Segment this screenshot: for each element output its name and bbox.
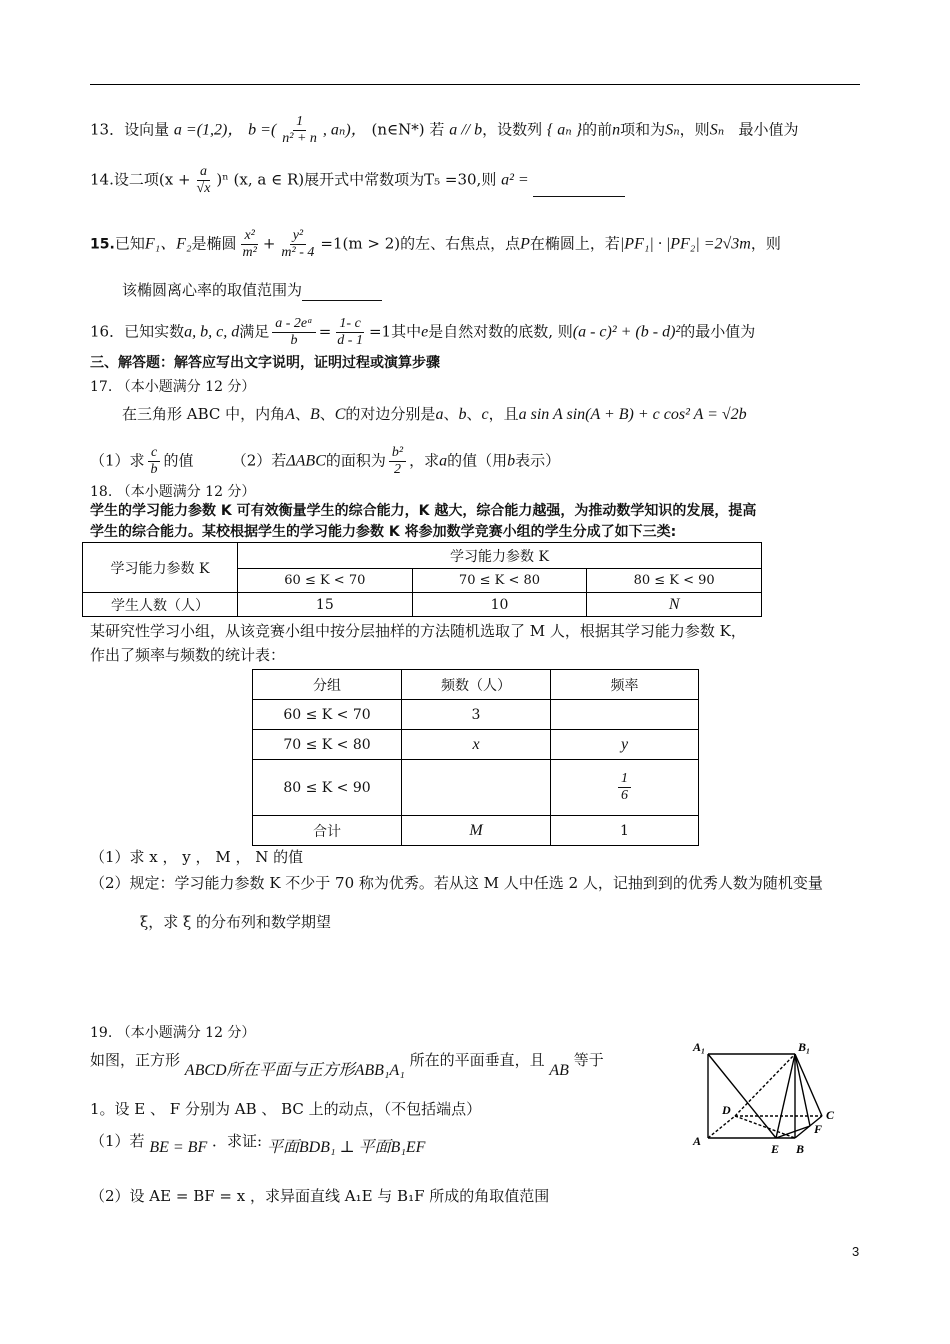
question-13: 13．设向量 a =(1,2)， b =( $\frac{1}{\text{n² + n}}$ , aₙ)， (n∈N*) 若 a // b，设数列 { aₙ }的前n项和为Sₙ，则Sₙ 最小值为 [90,114,799,146]
t1-count-3: N [587,593,762,617]
question-14: 14.设二项(x + $\frac{a}{√x}$ )ⁿ (x, a ∈ R)展开式中常数项为T₅ =30,则 a² = [90,164,625,197]
question-15: 15.已知F₁、F₂是椭圆 $\frac{\text{x²}}{\text{m²}}$ + $\frac{\text{y²}}{\text{m² - 4}}$ =1(m > 2)的左、右焦点，点P在椭圆上，若|PF₁| · |PF₂| =2√3m，则 [90,228,781,260]
header-rule [90,84,860,85]
q13-vector-a: a =(1,2)， [173,121,244,139]
label-E: E [771,1142,780,1156]
q18-mid-1: 某研究性学习小组，从该竞赛小组中按分层抽样的方法随机选取了 M 人，根据其学习能力参数 K， [90,622,746,640]
t1-col-head: 学习能力参数 K [238,543,762,569]
q13-condition: (n∈N*) 若 [371,120,445,139]
q18-part-2b: ξ，求 ξ 的分布列和数学期望 [140,913,332,931]
q18-intro-2: 学生的综合能力。某校根据学生的学习能力参数 K 将参加数学竞赛小组的学生分成了如下三类: [90,524,677,540]
q18-frequency-table [252,669,699,846]
label-A: A [693,1134,702,1148]
question-16: 16．已知实数a, b, c, d满足 $\frac{\text{a - 2eᵃ}}{b}$ = $\frac{1- c}{d - 1}$ =1其中e是自然对数的底数, 则(a - c)² + (b - d)²的最小值为 [90,316,756,348]
t2-total-freq: 1 [551,816,699,846]
q14-answer-blank[interactable] [533,182,625,197]
t2-r3-freq [551,760,699,816]
t2-total-label: 合计 [253,816,402,846]
q14-text: 设二项(x + [113,170,191,189]
question-15-line2: 该椭圆离心率的取值范围为 [122,279,382,301]
t1-row2-head: 学生人数（人） [83,593,238,617]
t1-range-1: 60 ≤ K < 70 [238,569,413,593]
q17-fraction-area: $\frac{\text{b²}}{2}$ [389,445,406,478]
q15-fraction-y: $\frac{\text{y²}}{\text{m² - 4}}$ [281,228,315,260]
q18-category-table [82,542,762,617]
t2-r2-freq: y [551,730,699,760]
t2-header-count: 频数（人） [402,670,551,700]
q17-fraction-cb: $\frac{c}{b}$ [148,445,161,478]
q18-intro-1: 学生的学习能力参数 K 可有效衡量学生的综合能力，K 越大，综合能力越强，为推动数学知识的发展，提高 [90,503,757,519]
q16-fraction-2: $\frac{1- c}{d - 1}$ [337,316,363,348]
q17-statement: 在三角形 ABC 中，内角A、B、C的对边分别是a、b、c，且a sin A sin(A + B) + c cos² A = √2b [122,405,747,423]
q13-sequence: { aₙ } [546,121,583,139]
edge-B1C [795,1054,822,1116]
q19-heading: 19. （本小题满分 12 分） [90,1025,256,1041]
t2-r3-group: 80 ≤ K < 90 [253,760,402,816]
q19-part-2: （2）设 AE = BF = x ，求异面直线 A₁E 与 B₁F 所成的角取值范围 [90,1187,550,1205]
t2-r2-group: 70 ≤ K < 80 [253,730,402,760]
edge-B1E [776,1054,795,1138]
label-A1: A₁ [693,1040,706,1054]
q13-vector-b: b =( [248,121,277,139]
t2-total-count: M [402,816,551,846]
q16-fraction-1: $\frac{\text{a - 2eᵃ}}{b}$ [272,316,315,349]
q18-heading: 18. （本小题满分 12 分） [90,484,256,500]
edge-AD [708,1116,735,1138]
t2-r1-freq [551,700,699,730]
edge-EF [776,1126,810,1138]
q13-fraction: $\frac{1}{\text{n² + n}}$ [282,114,317,146]
q17-heading: 17. （本小题满分 12 分） [90,379,256,395]
q14-fraction: $\frac{a}{√x}$ [196,164,211,196]
t1-row-head: 学习能力参数 K [83,543,238,593]
q19-line-1: 如图，正方形 ABCD所在平面与正方形ABB₁A₁ 所在的平面垂直，且 AB 等于 [90,1051,604,1079]
label-F: F [814,1122,823,1136]
q19-figure [690,1037,850,1157]
t1-range-3: 80 ≤ K < 90 [587,569,762,593]
q15-answer-blank[interactable] [302,286,382,301]
label-D: D [722,1103,731,1117]
edge-DB1 [735,1054,795,1116]
q13-parallel: a // b [449,121,483,139]
q19-line-2: 1。设 E 、 F 分别为 AB 、 BC 上的动点，（不包括端点） [90,1100,482,1118]
t2-header-group: 分组 [253,670,402,700]
q13-number: 13． [90,120,125,139]
t1-count-1: 15 [238,593,413,617]
q13-text: 设向量 [124,120,170,139]
q13-vector-b-rest: , aₙ)， [322,121,367,139]
edge-B1F [795,1054,810,1126]
edge-A1E [708,1054,776,1138]
t2-r1-count: 3 [402,700,551,730]
t2-r3-freq-fraction: $\frac{1}{6}$ [618,771,631,804]
label-C: C [826,1108,835,1122]
page-number: 3 [852,1244,860,1259]
label-B: B [796,1142,805,1156]
q18-mid-2: 作出了频率与频数的统计表： [90,646,286,664]
q15-fraction-x: $\frac{\text{x²}}{\text{m²}}$ [242,228,257,260]
q18-part-2a: （2）规定：学习能力参数 K 不少于 70 称为优秀。若从这 M 人中任选 2 人，记抽到到的优秀人数为随机变量 [90,874,823,892]
t2-r3-count [402,760,551,816]
label-B1: B₁ [798,1040,811,1054]
t1-range-2: 70 ≤ K < 80 [412,569,587,593]
t1-count-2: 10 [412,593,587,617]
section-3-heading: 三、解答题：解答应写出文字说明，证明过程或演算步骤 [90,355,440,371]
t2-r1-group: 60 ≤ K < 70 [253,700,402,730]
q17-parts: （1）求 $\frac{c}{b}$ 的值 （2）若ΔABC的面积为 $\frac{\text{b²}}{2}$ ，求a的值（用b表示） [90,445,561,477]
t2-header-freq: 频率 [551,670,699,700]
q18-part-1: （1）求 x ， y ， M ， N 的值 [90,848,304,866]
t2-r2-count: x [402,730,551,760]
q19-part-1: （1）若 BE = BF ．求证: 平面BDB₁ ⊥ 平面B₁EF [90,1132,426,1156]
